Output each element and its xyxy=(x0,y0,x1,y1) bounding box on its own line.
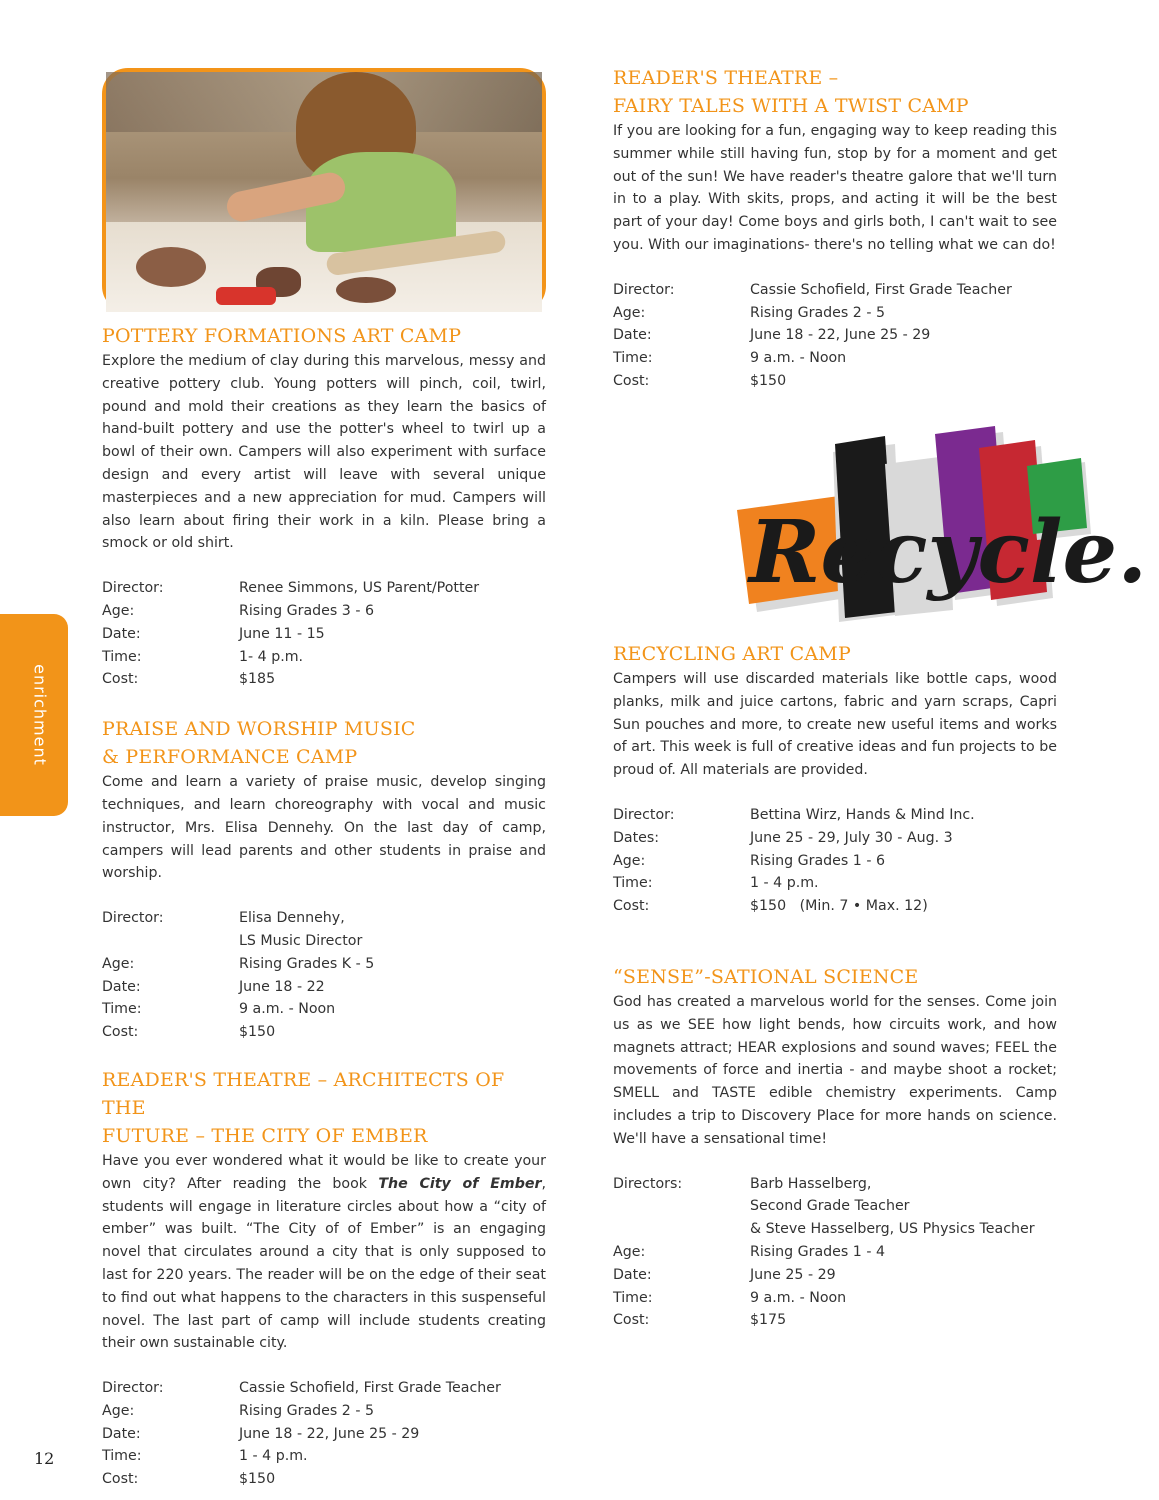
page-number: 12 xyxy=(34,1449,55,1468)
recycling-description: Campers will use discarded materials like bottle caps, wood planks, milk and juice cartons, fabric and yarn scraps, Capri Sun pouches and more, to create new useful items and works of art. This week is full of creative ideas and fun projects to be proud of. All materials are provided. xyxy=(613,671,1057,779)
science-info-table: Directors: Barb Hasselberg, Second Grade Teacher & Steve Hasselberg, US Physics Teacher Age: Rising Grades 1 - 4 Date: June 25 - 29 Time: 9 a.m. - Noon Cost: $175 xyxy=(613,1175,1035,1329)
science-section xyxy=(613,963,1057,1332)
praise-info-table: Director: Elisa Dennehy, LS Music Director Age: Rising Grades K - 5 Date: June 18 - 22 Time: 9 a.m. - Noon Cost: $150 xyxy=(102,910,375,1041)
ember-section xyxy=(102,1066,546,1491)
pottery-section xyxy=(102,322,546,691)
right-column-top xyxy=(613,64,1057,393)
praise-description: Come and learn a variety of praise music, develop singing techniques, and learn choreography with vocal and music instructor, Mrs. Elisa Dennehy. On the last day of camp, campers will lead parents and other students in praise and worship. xyxy=(102,774,546,882)
fairy-title-line1: READER'S THEATRE – xyxy=(613,67,839,89)
pottery-photo xyxy=(102,68,546,312)
ember-title-line1: READER'S THEATRE – ARCHITECTS OF THE xyxy=(102,1068,505,1119)
recycling-title: RECYCLING ART CAMP xyxy=(613,643,851,665)
recycling-section xyxy=(613,640,1057,918)
pottery-description: Explore the medium of clay during this marvelous, messy and creative pottery club. Young potters will pinch, coil, twirl, pound and mold their creations as they learn the basics of hand-built pottery and use the potter's wheel to twirl up a bowl of their own. Campers will also experiment with surface design and every artist will leave with several unique masterpieces and a new appreciation for mud. Campers will also learn about firing their work in a kiln. Please bring a smock or old shirt. xyxy=(102,353,546,552)
science-title: “SENSE”-SATIONAL SCIENCE xyxy=(613,965,919,988)
ember-description: Have you ever wondered what it would be like to create your own city? After reading the book The City of Ember, students will engage in literature circles about how a “city of ember” was built. “The City of of Ember” is an engaging novel that circulates around a city that is only supposed to last for 220 years. The reader will be on the edge of their seat to find out what happens to the characters in this suspenseful novel. The last part of camp will include students creating their own sustainable city. xyxy=(102,1152,546,1352)
praise-title-line2: & PERFORMANCE CAMP xyxy=(102,746,358,769)
left-column xyxy=(102,322,546,1491)
praise-title-line1: PRAISE AND WORSHIP MUSIC xyxy=(102,718,416,741)
recycle-logo-text: Recycle. xyxy=(749,502,1148,603)
enrichment-side-tab xyxy=(0,614,68,816)
fairy-info-table: Director: Cassie Schofield, First Grade Teacher Age: Rising Grades 2 - 5 Date: June 18 - 22, June 25 - 29 Time: 9 a.m. - Noon Cost: $150 xyxy=(613,281,1012,389)
science-description: God has created a marvelous world for the senses. Come join us as we SEE how light bends, how circuits work, and how magnets attract; HEAR explosions and sound waves; FEEL the movements of force and inertia - and maybe shoot a rocket; SMELL and TASTE edible chemistry experiments. Camp includes a trip to Discovery Place for more hands on science. We'll have a sensational time! xyxy=(613,993,1057,1147)
pottery-info-table: Director: Renee Simmons, US Parent/Potter Age: Rising Grades 3 - 6 Date: June 11 - 15 Time: 1- 4 p.m. Cost: $185 xyxy=(102,580,480,688)
side-tab-label: enrichment xyxy=(30,664,50,766)
recycling-info-table: Director: Bettina Wirz, Hands & Mind Inc. Dates: June 25 - 29, July 30 - Aug. 3 Age: Rising Grades 1 - 6 Time: 1 - 4 p.m. Cost: $150 (Min. 7 • Max. 12) xyxy=(613,806,975,915)
fairy-title-line2: FAIRY TALES WITH A TWIST CAMP xyxy=(613,95,969,117)
pottery-title: POTTERY FORMATIONS ART CAMP xyxy=(102,325,462,347)
praise-section xyxy=(102,715,546,1044)
recycle-logo xyxy=(735,422,1148,627)
ember-info-table: Director: Cassie Schofield, First Grade Teacher Age: Rising Grades 2 - 5 Date: June 18 - 22, June 25 - 29 Time: 1 - 4 p.m. Cost: $150 xyxy=(102,1380,501,1488)
ember-title-line2: FUTURE – THE CITY OF EMBER xyxy=(102,1124,428,1147)
fairy-description: If you are looking for a fun, engaging way to keep reading this summer while still having fun, stop by for a moment and get out of the sun! We have reader's theatre galore that we'll turn in to a play. With skits, props, and acting it will be the best part of your day! Come boys and girls both, I can't wait to see you. With our imaginations- there's no telling what we can do! xyxy=(613,123,1057,253)
fairy-section xyxy=(613,64,1057,393)
right-column-bottom xyxy=(613,640,1057,1332)
